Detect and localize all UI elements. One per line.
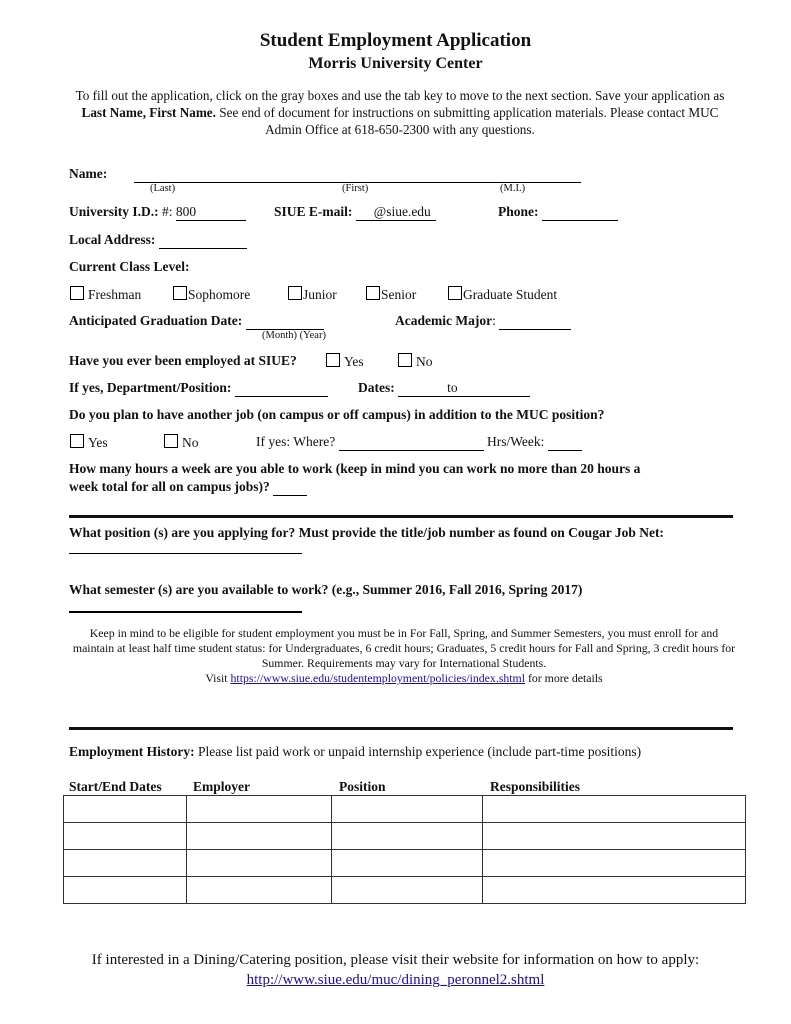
dates-to: to <box>447 380 458 395</box>
semester-question: What semester (s) are you available to work? (e.g., Summer 2016, Fall 2016, Spring 2017) <box>69 582 583 597</box>
major-colon: : <box>492 313 496 328</box>
name-label: Name: <box>69 166 108 181</box>
email-label-text: SIUE E-mail: <box>274 204 353 219</box>
employment-history-heading <box>69 744 641 760</box>
freshman-checkbox[interactable] <box>70 286 84 300</box>
history-label: Employment History: <box>69 744 195 759</box>
dates-label-text: Dates: <box>358 380 395 395</box>
position-question: What position (s) are you applying for? Must provide the title/job number as found on Cougar Job Net: <box>69 525 664 540</box>
junior-text: Junior <box>303 287 337 302</box>
graduation-label <box>69 313 324 330</box>
column-position: Position <box>339 779 386 794</box>
employed-no-checkbox[interactable] <box>398 353 412 367</box>
table-cell[interactable] <box>483 850 746 877</box>
senior-text: Senior <box>381 287 417 302</box>
employed-yes-checkbox[interactable] <box>326 353 340 367</box>
table-cell[interactable] <box>331 877 483 904</box>
department-label-text: If yes, Department/Position: <box>69 380 232 395</box>
page-subtitle: Morris University Center <box>308 55 483 72</box>
history-text: Please list paid work or unpaid internship experience (include part-time positions) <box>198 744 642 759</box>
employed-yes-option[interactable] <box>326 353 364 370</box>
hours-question-line1: How many hours a week are you able to work (keep in mind you can work no more than 20 hours a <box>69 461 641 476</box>
hours-field[interactable] <box>273 479 307 496</box>
last-caption: (Last) <box>150 183 176 194</box>
dates-label <box>358 380 530 397</box>
table-cell[interactable] <box>483 877 746 904</box>
phone-label <box>498 204 618 221</box>
eligibility-note-text: Keep in mind to be eligible for student employment you must be in For Fall, Spring, and Summer Semesters, you must enroll for and maintain at least half time student status: for Undergraduates, 6 credit hours; Graduates, 5 credit hours for Fall and Spring, 3 credit hours for Summer. Requirements may vary for International Students. <box>72 626 736 670</box>
policy-link[interactable]: https://www.siue.edu/studentemployment/policies/index.shtml <box>230 671 525 685</box>
section-divider-2 <box>69 727 733 730</box>
other-job-question: Do you plan to have another job (on campus or off campus) in addition to the MUC position? <box>69 407 605 422</box>
graduation-caption: (Month) (Year) <box>262 330 326 341</box>
class-level-label: Current Class Level: <box>69 259 190 274</box>
graduate-text: Graduate Student <box>463 287 558 302</box>
hours-question-text: week total for all on campus jobs)? <box>69 479 270 494</box>
table-cell[interactable] <box>64 850 187 877</box>
university-id-label <box>69 204 246 221</box>
table-row <box>64 850 746 877</box>
address-field[interactable] <box>159 232 247 249</box>
univ-value: 800 <box>175 204 197 219</box>
table-cell[interactable] <box>186 796 331 823</box>
where-field[interactable] <box>339 434 484 451</box>
table-cell[interactable] <box>331 796 483 823</box>
phone-field[interactable] <box>542 204 618 221</box>
other-job-no-checkbox[interactable] <box>164 434 178 448</box>
intro-part1: To fill out the application, click on the gray boxes and use the tab key to move to the next section. Save your application as <box>75 88 725 103</box>
employed-no-text: No <box>416 354 433 369</box>
column-employer: Employer <box>193 779 250 794</box>
graduation-label-text: Anticipated Graduation Date: <box>69 313 243 328</box>
table-row <box>64 796 746 823</box>
note-after: for more details <box>527 671 603 685</box>
sophomore-checkbox[interactable] <box>173 286 187 300</box>
table-cell[interactable] <box>64 796 187 823</box>
dining-link[interactable]: http://www.siue.edu/muc/dining_peronnel2.shtml <box>246 972 545 988</box>
table-row <box>64 877 746 904</box>
department-label <box>69 380 328 397</box>
univ-prefix: #: <box>162 204 173 219</box>
table-cell[interactable] <box>331 823 483 850</box>
employment-history-table <box>63 795 746 904</box>
hrs-week-label: Hrs/Week: <box>486 434 545 449</box>
position-field[interactable] <box>69 553 302 554</box>
table-cell[interactable] <box>186 823 331 850</box>
freshman-text: Freshman <box>88 287 142 302</box>
intro-part2: See end of document for instructions on submitting application materials. Please contact MUC Admin Office at 618-650-2300 with any questions. <box>215 105 719 137</box>
other-job-no-option[interactable] <box>164 434 199 451</box>
other-job-yes-text: Yes <box>88 435 108 450</box>
address-label-text: Local Address: <box>69 232 156 247</box>
intro-text <box>70 87 730 138</box>
sophomore-text: Sophomore <box>188 287 251 302</box>
table-cell[interactable] <box>186 850 331 877</box>
footer-text: If interested in a Dining/Catering position, please visit their website for information on how to apply: <box>91 952 700 968</box>
freshman-option[interactable] <box>70 286 141 303</box>
senior-checkbox[interactable] <box>366 286 380 300</box>
email-field[interactable] <box>356 204 436 221</box>
section-divider-1 <box>69 515 733 518</box>
email-suffix: @siue.edu <box>373 204 431 219</box>
junior-checkbox[interactable] <box>288 286 302 300</box>
employed-question: Have you ever been employed at SIUE? <box>69 353 297 368</box>
table-cell[interactable] <box>483 796 746 823</box>
address-label <box>69 232 247 249</box>
department-field[interactable] <box>235 380 328 397</box>
footer <box>0 950 791 990</box>
intro-bold: Last Name, First Name. <box>81 105 216 120</box>
other-job-yes-checkbox[interactable] <box>70 434 84 448</box>
graduate-option[interactable] <box>448 286 557 303</box>
hrs-week-field[interactable] <box>548 434 582 451</box>
table-row <box>64 823 746 850</box>
where-label <box>256 434 582 451</box>
table-cell[interactable] <box>64 823 187 850</box>
senior-option[interactable] <box>366 286 416 303</box>
mi-caption: (M.I.) <box>500 183 526 194</box>
phone-label-text: Phone: <box>498 204 539 219</box>
column-responsibilities: Responsibilities <box>490 779 581 794</box>
other-job-no-text: No <box>182 435 199 450</box>
employed-no-option[interactable] <box>398 353 433 370</box>
other-job-yes-option[interactable] <box>70 434 108 451</box>
table-cell[interactable] <box>186 877 331 904</box>
where-label-text: If yes: Where? <box>256 434 336 449</box>
dates-field[interactable] <box>398 380 530 397</box>
major-field[interactable] <box>499 313 571 330</box>
major-label-text: Academic Major <box>395 313 493 328</box>
note-visit: Visit <box>205 671 228 685</box>
hours-question-line2 <box>69 479 307 496</box>
eligibility-note <box>70 626 738 686</box>
table-cell[interactable] <box>483 823 746 850</box>
employed-yes-text: Yes <box>344 354 364 369</box>
column-start-end-dates: Start/End Dates <box>69 779 162 794</box>
major-label <box>395 313 571 330</box>
sophomore-option[interactable] <box>173 286 250 303</box>
university-id-field[interactable] <box>176 204 246 221</box>
table-cell[interactable] <box>331 850 483 877</box>
page-title: Student Employment Application <box>259 30 532 51</box>
junior-option[interactable] <box>288 286 337 303</box>
email-label <box>274 204 436 221</box>
graduate-checkbox[interactable] <box>448 286 462 300</box>
first-caption: (First) <box>342 183 369 194</box>
graduation-date-field[interactable] <box>246 313 324 330</box>
univ-label-text: University I.D.: <box>69 204 159 219</box>
semester-field[interactable] <box>69 611 302 613</box>
table-cell[interactable] <box>64 877 187 904</box>
